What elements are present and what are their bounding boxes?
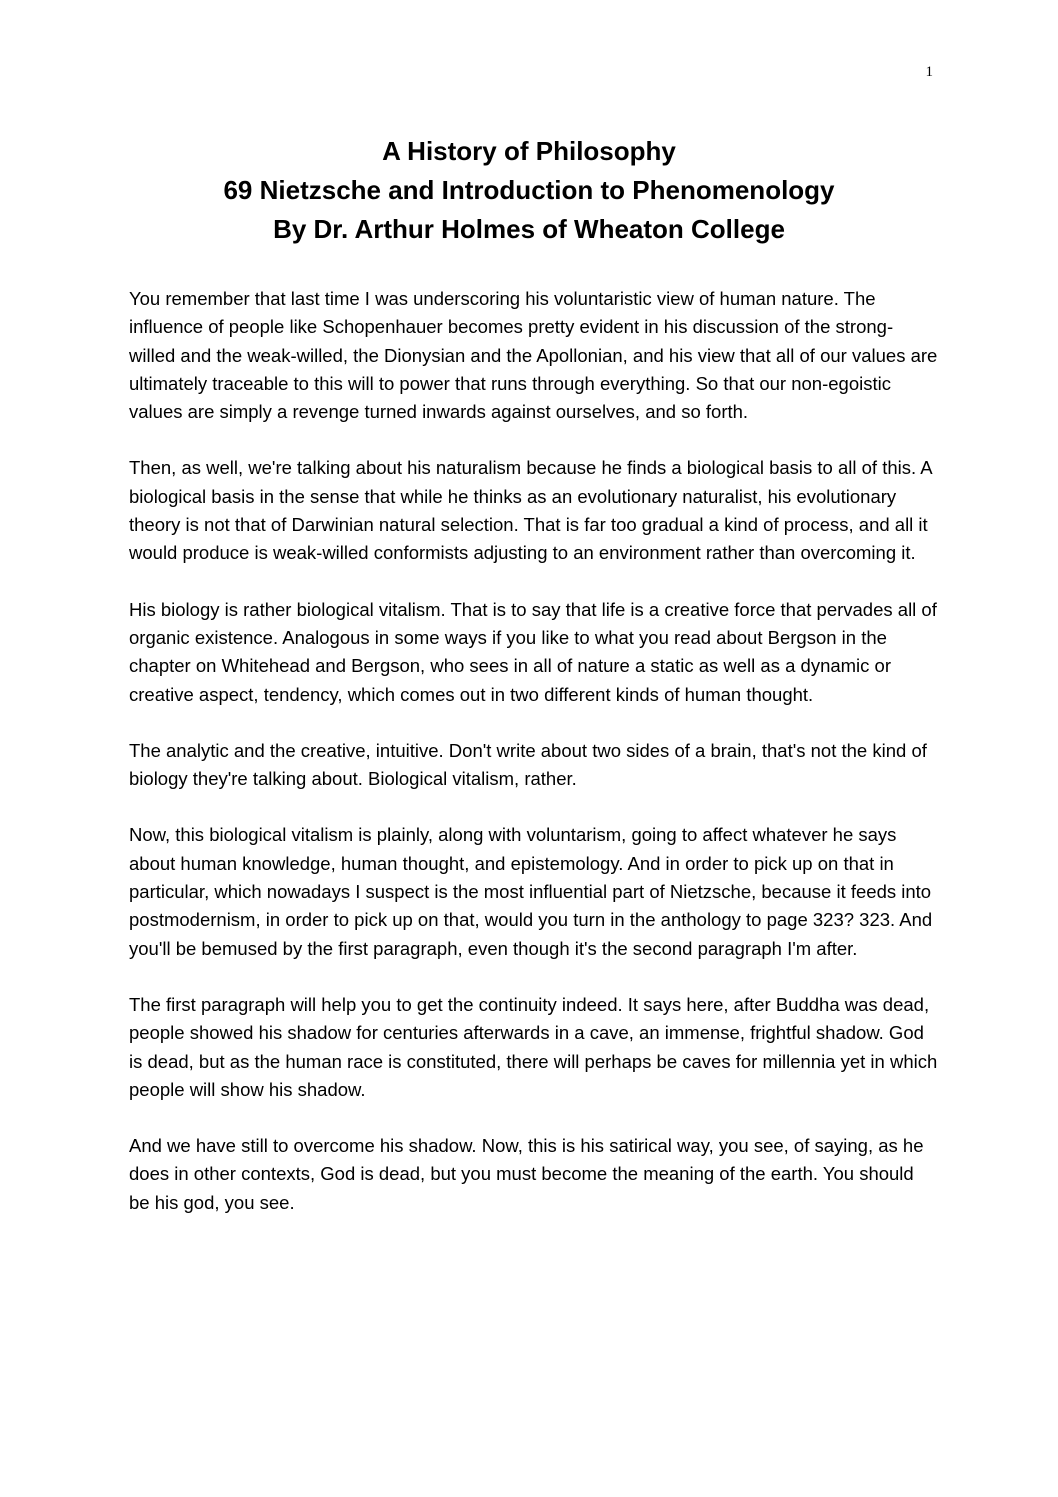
- title-series: A History of Philosophy: [382, 136, 676, 166]
- title-author: By Dr. Arthur Holmes of Wheaton College: [273, 214, 785, 244]
- document-title: [0, 132, 1058, 249]
- page-number: 1: [925, 64, 933, 80]
- paragraph: The analytic and the creative, intuitive. Don't write about two sides of a brain, that's not the kind of biology they're talking about. Biological vitalism, rather.: [129, 739, 927, 790]
- body-text: [129, 285, 939, 1245]
- paragraph: You remember that last time I was underscoring his voluntaristic view of human nature. The influence of people like Schopenhauer becomes pretty evident in his discussion of the strong-willed and the weak-willed, the Dionysian and the Apollonian, and his view that all of our values are ultimately traceable to this will to power that runs through everything. So that our non-egoistic values are simply a revenge turned inwards against ourselves, and so forth.: [129, 288, 938, 423]
- paragraph: Then, as well, we're talking about his naturalism because he finds a biological basis to all of this. A biological basis in the sense that while he thinks as an evolutionary naturalist, his evolutionary theory is not that of Darwinian natural selection. That is far too gradual a kind of process, and all it would produce is weak-willed conformists adjusting to an environment rather than overcoming it.: [129, 457, 932, 564]
- paragraph: The first paragraph will help you to get the continuity indeed. It says here, after Buddha was dead, people showed his shadow for centuries afterwards in a cave, an immense, frightful shadow. God is dead, but as the human race is constituted, there will perhaps be caves for millennia yet in which people will show his shadow.: [129, 993, 938, 1100]
- paragraph: His biology is rather biological vitalism. That is to say that life is a creative force that pervades all of organic existence. Analogous in some ways if you like to what you read about Bergson in the chapter on Whitehead and Bergson, who sees in all of nature a static as well as a dynamic or creative aspect, tendency, which comes out in two different kinds of human thought.: [129, 598, 937, 705]
- paragraph: Now, this biological vitalism is plainly, along with voluntarism, going to affect whatever he says about human knowledge, human thought, and epistemology. And in order to pick up on that in particular, which nowadays I suspect is the most influential part of Nietzsche, because it feeds into postmodernism, in order to pick up on that, would you turn in the anthology to page 323? 323. And you'll be bemused by the first paragraph, even though it's the second paragraph I'm after.: [129, 824, 933, 959]
- paragraph: And we have still to overcome his shadow. Now, this is his satirical way, you see, of saying, as he does in other contexts, God is dead, but you must become the meaning of the earth. You should be his god, you see.: [129, 1135, 924, 1213]
- title-lecture: 69 Nietzsche and Introduction to Phenomenology: [223, 175, 835, 205]
